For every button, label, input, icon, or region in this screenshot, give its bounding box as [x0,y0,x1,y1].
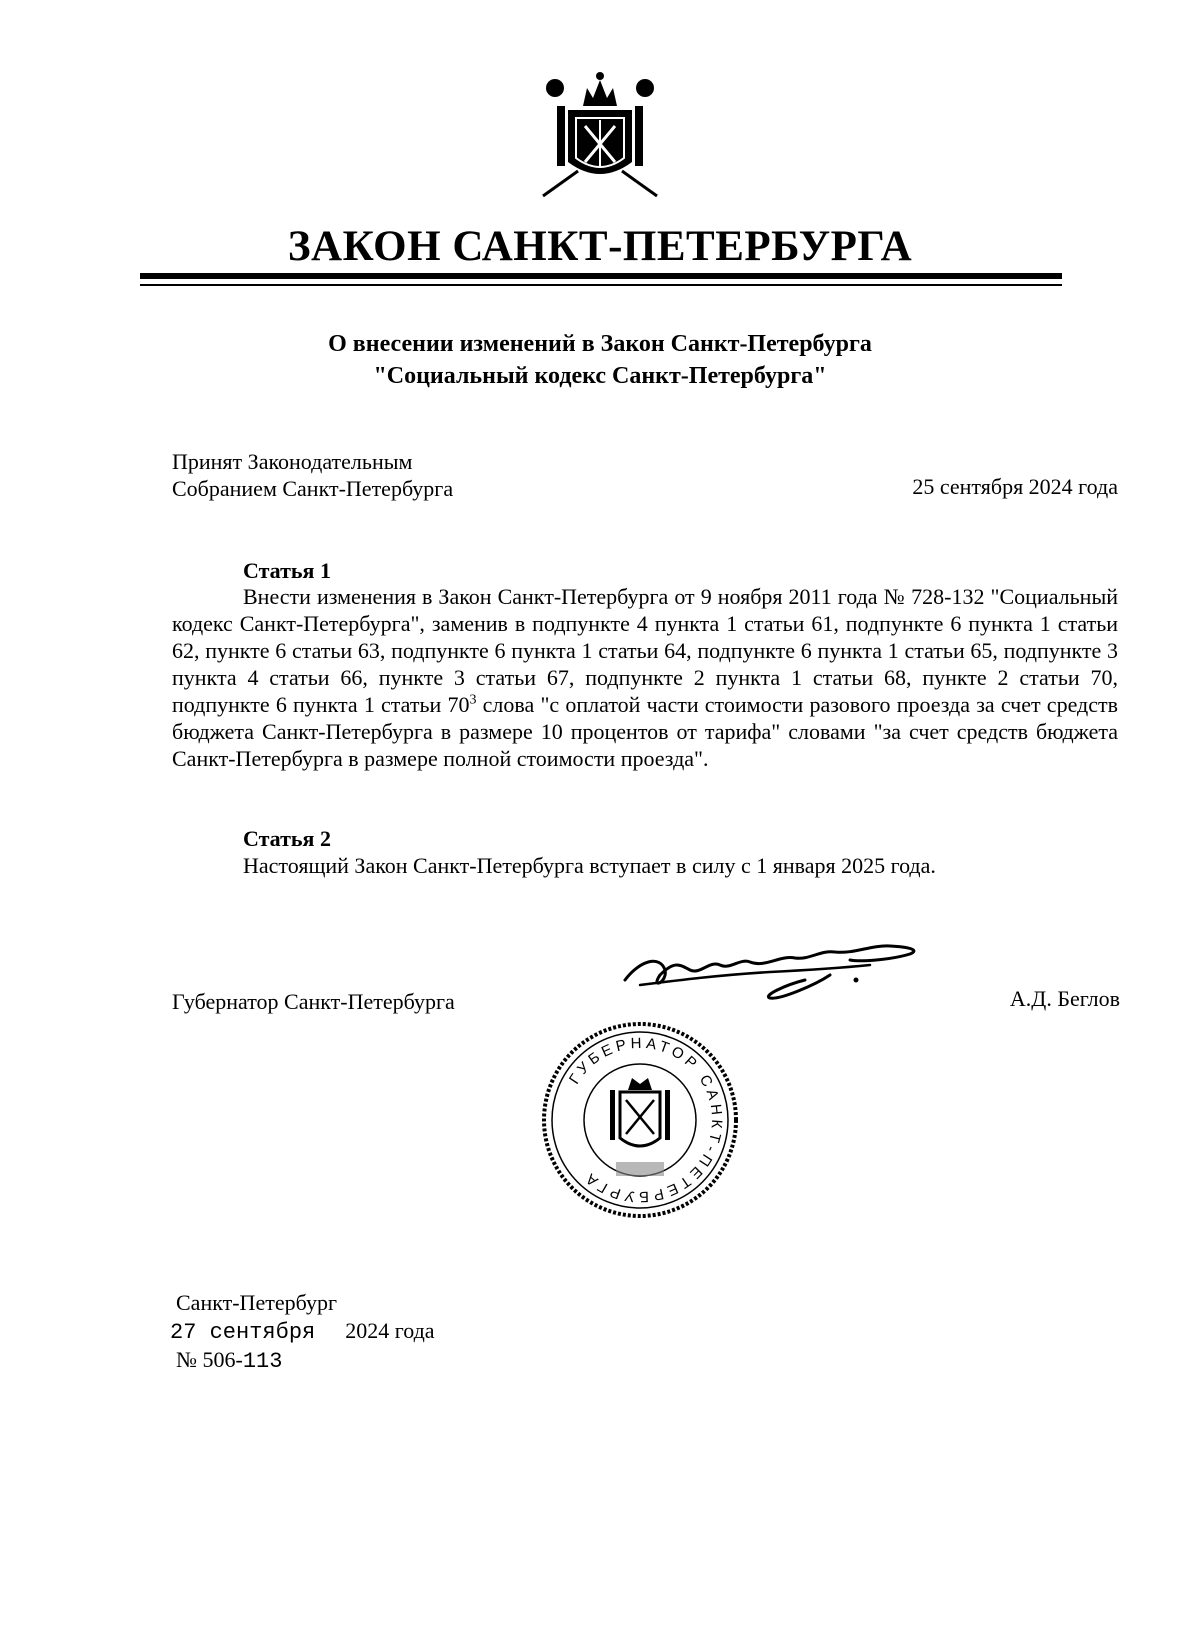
article-1-text-tail: слова "с оплатой части стоимости разового проезда за счет средств бюджета Санкт-Петербурга в размере 10 процентов от тарифа" словами "за счет средств бюджета Санкт-Петербурга в размере полной стоимости проезда". [172,692,1119,771]
adoption-date: 25 сентября 2024 года [912,474,1118,499]
law-number-suffix: 113 [242,1349,283,1374]
coat-of-arms-icon [533,66,667,200]
signatory-position: Губернатор Санкт-Петербурга [172,989,455,1014]
document-subtitle [0,328,1200,392]
adoption-line-1: Принят Законодательным [172,449,413,474]
adoption-statement [172,448,453,502]
article-1-text-main: Внести изменения в Закон Санкт-Петербурга от 9 ноября 2011 года № 728-132 "Социальный кодекс Санкт-Петербурга", заменив в подпункте 4 пункта 1 статьи 61, подпункте 6 пункта 1 статьи 62, пункте 6 статьи 63, подпункте 6 пункта 1 статьи 64, подпункте 6 пункта 1 статьи 65, подпункте 3 пункта 4 статьи 66, пункте 3 статьи 67, подпункте 2 пункта 1 статьи 68, пункте 2 статьи 70, подпункте 6 пункта 1 статьи 70 [172,584,1118,717]
signing-year: 2024 года [345,1318,435,1343]
svg-text:ГУБЕРНАТОР САНКТ-ПЕТЕРБУРГА: ГУБЕРНАТОР САНКТ-ПЕТЕРБУРГА [565,1034,726,1206]
adoption-line-2: Собранием Санкт-Петербурга [172,476,454,501]
law-number [176,1347,282,1374]
signatory-name: А.Д. Беглов [1009,986,1120,1011]
subtitle-line-1: О внесении изменений в Закон Санкт-Петербурга [328,331,872,357]
handwritten-signature-icon [620,940,965,1040]
article-1-superscript: 3 [469,692,477,708]
signing-date [170,1318,435,1345]
governor-seal-icon [540,1020,740,1220]
title-divider-thin [140,284,1062,286]
subtitle-line-2: "Социальный кодекс Санкт-Петербурга" [373,363,827,389]
article-2-heading: Статья 2 [243,826,331,851]
article-2-text: Настоящий Закон Санкт-Петербурга вступает в силу с 1 января 2025 года. [243,853,936,878]
article-1-text [172,583,1118,772]
law-number-prefix: № 506- [176,1347,243,1372]
article-1-heading: Статья 1 [243,558,331,583]
signing-place: Санкт-Петербург [176,1290,337,1315]
signing-day-month: 27 сентября [170,1320,316,1345]
title-divider-thick [140,273,1062,279]
document-title: ЗАКОН САНКТ-ПЕТЕРБУРГА [287,223,913,270]
